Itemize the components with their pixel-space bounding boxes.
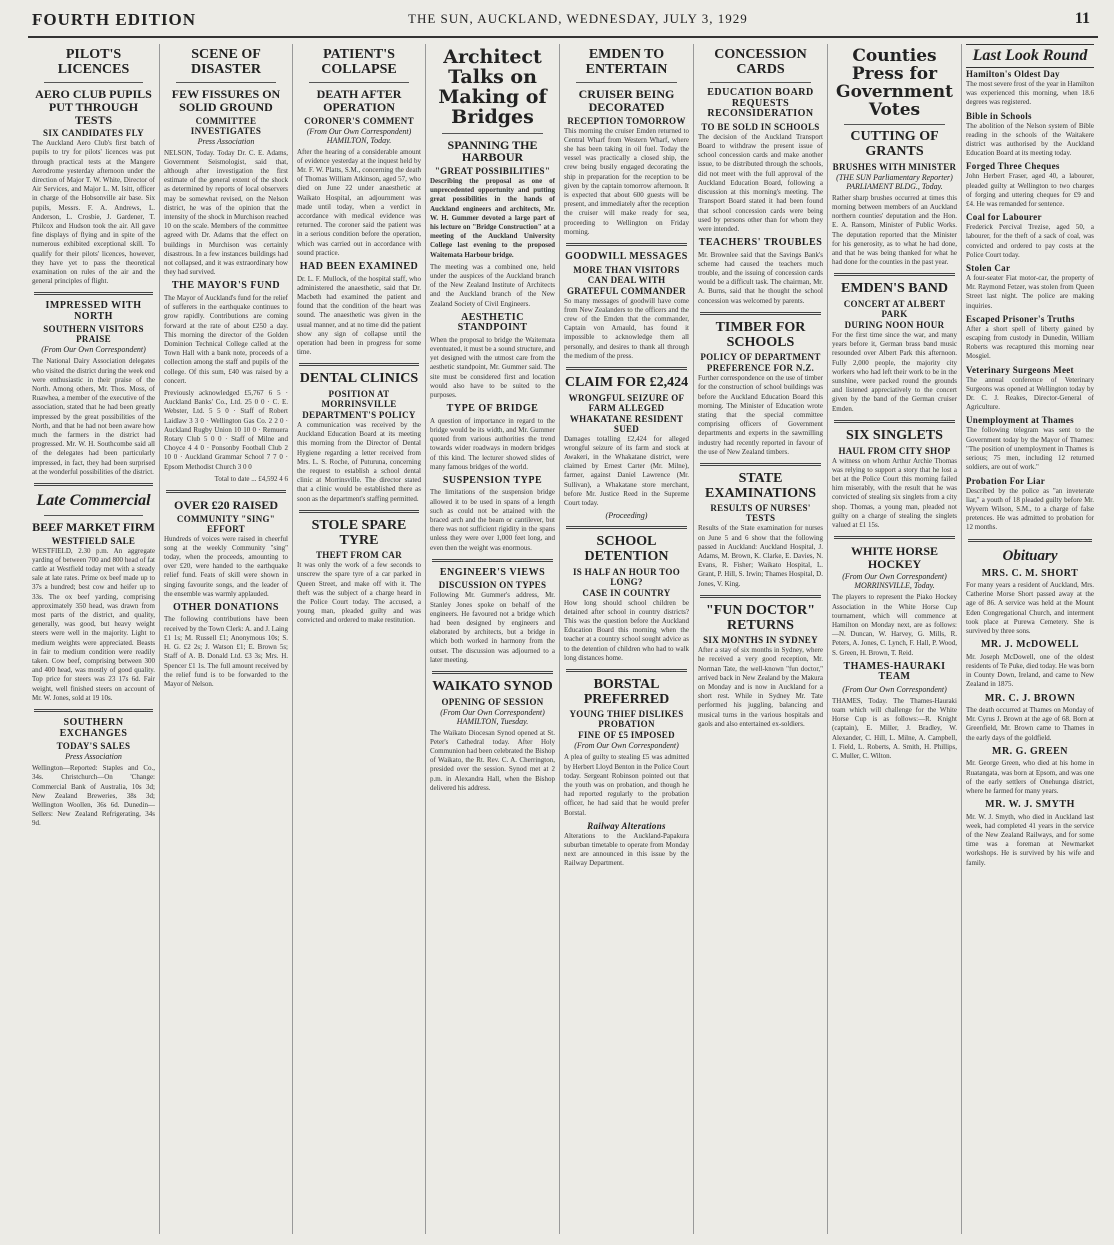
section-last-look-round: Last Look Round	[966, 44, 1094, 68]
article-engineers: Following Mr. Gummer's address, Mr. Stanley Jones spoke on behalf of the engineers. He favoured not a bridge which had been designed by engineers and elaborated by architects, but a bridge in which both worked in harmony from the outset. The discussion was adjourned to a later meeting.	[430, 591, 555, 664]
byline-borstal: (From Our Own Correspondent)	[574, 741, 679, 751]
article-waikato: The Waikato Diocesan Synod opened at St. Peter's Cathedral today. After Holy Communion had been celebrated the Bishop of Waikato, the Rt. Rev. C. A. Cherrington, presided over the session. Synod met at 2 p.m. in Alexandra Hall, when the Bishop delivered his address.	[430, 728, 555, 792]
byline-thames: (From Our Own Correspondent)	[842, 684, 947, 694]
subhead-half-an-hour: IS HALF AN HOUR TOO LONG?	[572, 566, 681, 587]
subhead-community-sing: COMMUNITY "SING" EFFORT	[176, 513, 276, 534]
subhead-discussion: DISCUSSION ON TYPES	[438, 580, 547, 591]
brief-escaped: After a short spell of liberty gained by escaping from custody in Dunedin, William Roberts was recaptured this morning near Mosgiel.	[966, 324, 1094, 361]
subhead-policy: POLICY OF DEPARTMENT	[700, 352, 821, 363]
article-other-donations: The following contributions have been received by the Town Clerk: A. and J. Laing £1 1s; M. Russell £1; Anonymous 10s; S. H. G. £2 2s; J. Watson £1; E. Brown 5s; Staff of A. B. Donald Ltd. £3 3s; Mrs. H. Spencer £1 1s. The full amount received by the relief fund is to be forwarded to the Mayor of Nelson.	[164, 615, 288, 688]
article-architect: The meeting was a combined one, held under the auspices of the Auckland branch of the New Zealand Institute of Architects and the Auckland branch of the New Zealand Society of Civil Engineers.	[430, 262, 555, 308]
headline-death-after-operation: DEATH AFTER OPERATION	[316, 87, 402, 114]
article-claim: Damages totalling £2,424 for alleged wrongful seizure of its farm and stock at Awakeri, in the Whakatane district, were claimed by Ernest Carter (Mr. Milne), farmer, against Daniel Lawrence (Mr. Sullivan), a Whakatane store merchant, before Mr. Justice Reed in the Supreme Court today.	[564, 434, 689, 508]
subhead-wrongful-seizure: WRONGFUL SEIZURE OF FARM ALLEGED	[568, 392, 685, 413]
headline-state-exams: STATE EXAMINATIONS	[705, 471, 816, 501]
article-goodwill: So many messages of goodwill have come from New Zealanders to the officers and the crew of the Emden that the commander, Captain von Arnauld, has found it impossible to acknowledge them all personally, and desires to thank all through the medium of the press.	[564, 296, 689, 360]
obit-smyth: Mr. W. J. Smyth, who died in Auckland last week, had completed 41 years in the service of the New Zealand Railways, and for some time was a foreman at Newmarket workshops. He is survived by his wife and family.	[966, 812, 1094, 867]
subhead-great-possibilities: "GREAT POSSIBILITIES"	[434, 165, 551, 176]
headline-teachers-troubles: TEACHERS' TROUBLES	[698, 237, 823, 249]
headline-aero-club: AERO CLUB PUPILS PUT THROUGH TESTS	[35, 87, 152, 127]
donation-total: Total to date ... £4,592 4 6	[214, 474, 288, 483]
subhead-departments-policy: DEPARTMENT'S POLICY	[302, 410, 416, 421]
article-timber: Further correspondence on the use of timber for the construction of school buildings was before the Auckland Education Board this morning. The Minister of Education wrote stating that the special committee comprising officers of Government departments and experts in the sawmilling industry had recently reported in favour of the use of New Zealand timbers.	[698, 374, 823, 456]
column-8	[962, 44, 1098, 1234]
headline-had-been-examined: HAD BEEN EXAMINED	[299, 261, 419, 272]
brief-liar: Described by the police as "an inveterate liar," a youth of 18 pleaded guilty before Mr. Wyvern Wilson, S.M., to a charge of false pretences. He was admitted to probation for 12 months.	[966, 486, 1094, 532]
subhead-young-thief: YOUNG THIEF DISLIKES PROBATION	[569, 709, 684, 730]
article-community-sing: Hundreds of voices were raised in cheerful song at the weekly Community "sing" today, when the proceeds, amounting to over £20, were handed to the earthquake relief fund. Feats of skill were shown in singing favourite songs, and the leader of the ensemble was warmly applauded.	[164, 534, 288, 598]
article-aesthetic: When the proposal to bridge the Waitemata eventuated, it must be a sound structure, and yet designed with the utmost care from the aesthetic standpoint, Mr. Gummer said. The site must be considered first and location would also have to be suited to the purposes.	[430, 335, 555, 399]
subhead-westfield: WESTFIELD SALE	[51, 535, 136, 546]
subhead-todays-sales: TODAY'S SALES	[56, 741, 131, 752]
headline-railway-alterations: Railway Alterations	[587, 820, 666, 831]
headline-engineers-views: ENGINEER'S VIEWS	[439, 566, 546, 578]
subhead-case-in-country: CASE IN COUNTRY	[582, 587, 671, 598]
article-borstal: A plea of guilty to stealing £5 was admitted by Herbert Lloyd Benton in the Police Court today. Sergeant Robinson pointed out that the youth was on probation, and though he had reported regularly to the probation officer, he had said that he would prefer Borstal.	[564, 753, 690, 817]
headline-type-of-bridge: TYPE OF BRIDGE	[446, 403, 539, 415]
headline-stole-spare-tyre: STOLE SPARE TYRE	[311, 517, 407, 548]
headline-emdens-band: EMDEN'S BAND	[841, 281, 948, 297]
brief-cheques: John Herbert Fraser, aged 40, a labourer, pleaded guilty at Wellington to two charges of forging and uttering cheques for £9 and £4. He was remanded for sentence.	[966, 172, 1094, 209]
column-6	[694, 44, 828, 1234]
subhead-committee: COMMITTEE INVESTIGATES	[190, 115, 262, 136]
obit-brown: The death occurred at Thames on Monday of Mr. Cyrus J. Brown at the age of 68. Born at Greenfield, Mr. Brown came to Thames in the early days of the goldfield.	[966, 706, 1094, 742]
byline-patient: (From Our Own Correspondent) HAMILTON, Today.	[306, 126, 412, 145]
column-4	[426, 44, 560, 1234]
obit-head-brown: MR. C. J. BROWN	[984, 692, 1076, 704]
headline-pilots: PILOT'S LICENCES	[57, 47, 130, 77]
article-architect-intro: Describing the proposal as one of unprecedented opportunity and putting great possibilities in the hands of Auckland engineers and architects, Mr. W. H. Gummer devoted a large part of his lecture on "Bridge Construction" at a meeting of the Auckland University College last evening to the proposed Waitemata Harbour bridge.	[430, 176, 555, 259]
article-westfield: WESTFIELD, 2.30 p.m. An aggregate yarding of between 700 and 800 head of fat cattle at Westfield today met with a steady sale at late rates. Prime ox beef made up to 37s a hundred; best cow and heifer up to 33s. The ox beef yarding, comprising approximately 350 head, was drawn from most parts of the district, and quality, generally, was good, but heavy weight steers were well in the majority. Light to medium weights were appreciated. Beasts in fair to medium condition were readily taken. Cow beef, comprising between 300 and 400 head, was mostly of good quality. Top price for steers was 23 17s 6d. Fair weight, well finished steers on account of Mr. W. Jones, sold at 19 10s.	[32, 546, 155, 702]
subhead-morrinsville: POSITION AT MORRINSVILLE	[321, 389, 397, 410]
article-counties: Rather sharp brushes occurred at times this morning between members of an Auckland northern counties' deputation and the Hon. E. A. Ransom, Minister of Public Works. The deputation reported that the Minister for his generosity, as to what he had done, and that he was being thanked for what he had done for the counties in the past year.	[832, 193, 957, 267]
brief-stolen-car: A four-seater Fiat motor-car, the property of Mr. Raymond Fetzer, was stolen from Queen Street last night. The police are making inquiries.	[966, 274, 1094, 310]
article-thames-hauraki: THAMES, Today. The Thames-Hauraki team which will challenge for the White Horse Cup is as follows:—R. Knight (captain), E. Miller, J. Bradley, W. Alexander, C. Hill, L. Milne, A. Campbell, I. Field, L. Roberts, A. Smith, H. Phillips, C. Muller, C. Wilton.	[832, 696, 957, 761]
headline-cruiser-decorated: CRUISER BEING DECORATED	[578, 87, 675, 114]
section-late-commercial: Late Commercial	[36, 492, 151, 510]
brief-coal: Frederick Percival Trezise, aged 50, a labourer, for the theft of a sack of coal, was convicted and ordered to pay costs at the Police Court today.	[966, 223, 1094, 259]
article-white-horse: The players to represent the Piako Hockey Association in the White Horse Cup tournament, which will commence at Hamilton on Monday next, are as follows:—N. Duncan, W. Harvey, G. Mills, R. Peters, A. Jones, C. Lynch, F. Hall, P. Wood, S. Green, H. Brown, T. Reid.	[832, 593, 957, 657]
headline-thames-hauraki: THAMES-HAURAKI TEAM	[843, 660, 946, 683]
masthead	[28, 6, 1098, 38]
subhead-reception: RECEPTION TOMORROW	[567, 115, 686, 126]
subhead-opening-session: OPENING OF SESSION	[441, 696, 544, 707]
section-obituary: Obituary	[1002, 547, 1058, 564]
subhead-fine: FINE OF £5 IMPOSED	[578, 730, 675, 741]
article-fun-doctor: After a stay of six months in Sydney, where he received a very good reception, Mr. Norman Tate, the well-known "fun doctor," arrived back in New Zealand by the Makura on Monday and is now in Auckland for a short rest. While in Sydney Mr. Tate performed his juggling, balancing and musical turns in the various hospitals and gaols and also entertained ex-soldiers.	[698, 646, 823, 728]
headline-goodwill: GOODWILL MESSAGES	[565, 251, 688, 262]
headline-impressed: IMPRESSED WITH NORTH	[45, 300, 142, 322]
article-concession: The decision of the Auckland Transport Board to withdraw the present issue of school concession cards and make another issue, to be distributed through the schools, did not meet with the full approval of the Auckland Education Board, following a discussion at this morning's meeting. The Transport Board stated it had been found that school concession cards were being used by persons other than for whom they were intended.	[698, 132, 823, 233]
subhead-grateful-commander: GRATEFUL COMMANDER	[567, 285, 686, 296]
article-fissures: NELSON, Today. Today Dr. C. E. Adams, Government Seismologist, said that, although after investigation the first estimate of the general extent of the shock as determined by reports of local observers may be somewhat revised, on the Nelson district, he was of the opinion that the intensity of the shock in Murchison reached 10 on the scale. Members of the committee agreed with Dr. Adams that the effect on buildings in Murchison was certainly disastrous. In a few instances buildings had not collapsed, and it was extraordinary how they had survived.	[164, 148, 288, 277]
article-six-singlets: A witness on whom Arthur Archie Thomas was relying to support a story that he lost a bet at the Police Court this morning failed him miserably, with the result that he was convicted of stealing six singlets from a city shop. Thomas, a young man, pleaded not guilty on a charge of stealing the singlets valued at £1 15s.	[832, 456, 957, 529]
article-had-been-examined: Dr. L. F. Mullock, of the hospital staff, who administered the anaesthetic, said that Dr. Macbeth had examined the patient and found that the condition of the heart was sound. The anaesthetic was given in the usual manner, and at no time did the patient show any sign of collapse until the operation had been in progress for some time.	[297, 274, 421, 357]
article-patient: After the hearing of a considerable amount of evidence yesterday at the inquest held by Mr. F. W. Platts, S.M., concerning the death of Thomas William Atkinson, aged 57, who died on June 22 under anaesthetic at Waikato Hospital, an adjournment was made until today, when a verdict in accordance with medical evidence was returned. The coroner said the patient was in a serious condition before the operation, which was carried out in accordance with sound practice.	[297, 147, 421, 257]
byline-counties: (THE SUN Parliamentary Reporter) PARLIAMENT BLDG., Today.	[836, 172, 953, 191]
byline-white-horse: (From Our Own Correspondent) MORRINSVILLE, Today.	[842, 572, 947, 591]
subhead-albert-park: CONCERT AT ALBERT PARK	[843, 299, 946, 320]
headline-patients-collapse: PATIENT'S COLLAPSE	[321, 47, 397, 77]
headline-education-board: EDUCATION BOARD REQUESTS RECONSIDERATION	[707, 87, 814, 120]
headline-suspension: SUSPENSION TYPE	[442, 474, 543, 486]
byline-southern: Press Association	[65, 752, 122, 762]
headline-cutting-grants: CUTTING OF GRANTS	[850, 129, 939, 160]
article-southern-exchanges: Wellington—Reported: Staples and Co., 34s. Christchurch—On 'Change: Commercial Bank of Australia, 10s 3d; New Zealand Breweries, 38s 3d; Wellington Woollen, 36s 6d. Dunedin—Sellers: New Zealand Refrigerating, 34s 9d.	[32, 764, 155, 828]
brief-head-cheques: Forged Three Cheques	[966, 161, 1060, 172]
headline-six-singlets: SIX SINGLETS	[846, 427, 943, 443]
obit-head-short: MRS. C. M. SHORT	[981, 567, 1079, 579]
article-impressed: The National Dairy Association delegates who visited the district during the week end were enthusiastic in their praise of the North. Among others, Mr. Thos. Moss, of Ruawhea, a member of the executive of the association, stated that he had been greatly impressed by the great possibilities of the North, and that he had not been aware how much the farmers in the district had progressed. Mr. W. H. Southcombe said all of the delegates had been particularly impressed, in fact, they had been surprised at the wonderful possibilities of the district.	[32, 357, 155, 476]
article-stole-tyre: It was only the work of a few seconds to unscrew the spare tyre of a car parked in Queen Street, and make off with it. The theft was the subject of a charge heard in the Police Court today. The accused, a young man, pleaded guilty and was convicted and ordered to make restitution.	[297, 561, 421, 625]
brief-bible: The abolition of the Nelson system of Bible reading in the schools of the Waitakere district was authorised by the Auckland Education Board at its meeting today.	[966, 121, 1094, 158]
headline-counties-press: Counties Press for Government Votes	[836, 46, 953, 120]
brief-head-stolen-car: Stolen Car	[966, 263, 1011, 274]
article-state-exams: Results of the State examination for nurses on June 5 and 6 show that the following passed in Auckland: Auckland Hospital, J. Adams, M. Brown, K. Clarke, E. Davies, N. Evans, R. Fisher; Waikato Hospital, L. Grant, P. Hill, S. Irwin; Thames Hospital, D. Jones, V. King.	[698, 524, 823, 588]
brief-head-oldest-day: Hamilton's Oldest Day	[966, 69, 1060, 79]
column-7	[828, 44, 962, 1234]
subhead-sold-in-schools: TO BE SOLD IN SCHOOLS	[701, 121, 820, 132]
subhead-six-months-sydney: SIX MONTHS IN SYDNEY	[703, 635, 818, 646]
article-dental: A communication was received by the Auckland Education Board at its meeting this morning from the Director of Dental Hygiene regarding a letter received from Mrs. L. S. Roche, of Puturuna, concerning the request to establish a school dental clinic at Morrinsville. The director stated that a clinic would be established there as soon as the department's staffing permitted.	[297, 421, 421, 503]
brief-oldest-day: The most severe frost of the year in Hamilton was experienced this morning, when 18.6 degrees was registered.	[966, 80, 1094, 107]
subhead-theft-from-car: THEFT FROM CAR	[315, 550, 403, 561]
newspaper-title: THE SUN, AUCKLAND, WEDNESDAY, JULY 3, 1929	[408, 11, 748, 26]
proceeding-note: (Proceeding)	[605, 511, 648, 521]
brief-head-coal: Coal for Labourer	[966, 212, 1042, 223]
brief-head-veterinary: Veterinary Surgeons Meet	[966, 364, 1074, 375]
article-railway-alterations: Alterations to the Auckland-Papakura suburban timetable to operate from Monday next are announced in this issue by the Railway Department.	[564, 831, 689, 868]
column-1	[28, 44, 160, 1234]
article-emdens-band: For the first time since the war, and many years before it, German brass band music resounded over Albert Park this afternoon. Fully 2,000 people, the majority city workers who had left their work to be in the sunshine, were packed round the grounds and listened appreciatively to the concert given by the band of the German cruiser Emden.	[832, 331, 957, 413]
headline-beef-market: BEEF MARKET FIRM	[32, 520, 155, 535]
headline-spanning-harbour: SPANNING THE HARBOUR	[447, 137, 538, 165]
headline-over-20: OVER £20 RAISED	[173, 497, 278, 512]
obit-head-smyth: MR. W. J. SMYTH	[985, 799, 1075, 811]
subhead-noon-hour: DURING NOON HOUR	[844, 320, 945, 331]
subhead-nurses-tests: RESULTS OF NURSES' TESTS	[710, 503, 811, 524]
headline-school-detention: SCHOOL DETENTION	[584, 534, 669, 564]
brief-head-bible: Bible in Schools	[966, 110, 1032, 121]
subhead-coroner: CORONER'S COMMENT	[304, 115, 414, 126]
column-2	[160, 44, 293, 1234]
article-mayors-fund: The Mayor of Auckland's fund for the relief of sufferers in the earthquake continues to grow rapidly. Contributions are coming forward at the rate of about £250 a day. This morning the director of the Golden Dominion Technical College called at the Town Hall with a bank note, proceeds of a collection among the staff and pupils of the college. Of this sum, £40 was raised by a concert.	[164, 293, 288, 385]
brief-head-liar: Probation For Liar	[966, 475, 1046, 486]
obit-mcdowell: Mr. Joseph McDowell, one of the oldest residents of Te Puke, died today. He was born in County Down, Ireland, and came to New Zealand in 1875.	[966, 652, 1095, 689]
article-emden: This morning the cruiser Emden returned to Central Wharf from Western Wharf, where she has been taking in oil fuel. Today the vessel was practically a closed ship, the crew being busily engaged decorating the ship in preparation for the reception to be given by the captain tomorrow afternoon. It is expected that about 600 guests will be present, and immediately after the reception the cruiser will make ready for sea, proceeding to Wellington on Friday morning.	[564, 126, 689, 236]
subhead-brushes: BRUSHES WITH MINISTER	[832, 161, 957, 172]
headline-architect-talks: Architect Talks on Making of Bridges	[438, 46, 547, 128]
headline-white-horse-hockey: WHITE HORSE HOCKEY	[850, 544, 939, 571]
obit-short: For many years a resident of Auckland, Mrs. Catherine Morse Short passed away at the age of 86. A service was held at the Mount Eden Congregational Church, and interment took place at Purewa Cemetery. She is survived by three sons.	[966, 581, 1094, 636]
article-aero-club: The Auckland Aero Club's first batch of pupils to try for pilots' licences was put through practical tests at the Mangere Aerodrome yesterday afternoon under the direction of Major T. W. White, Director of Air Services, and Major L. M. Isitt, officer in charge of the Hobsonville air base. Six pupils, Messrs. F. A. Andrews, L. Anderson, L. Crosbie, J. Gardener, T. Philcox and Hudson took the air. All gave fine displays of flying and in spite of the numerous exhibited exceptional skill. To qualify for their pilots' licences, however, they have yet to pass the theoretical examination on rules of the air and the general principles of flight.	[32, 139, 155, 286]
obit-green: Mr. George Green, who died at his home in Ruatangata, was born at Epsom, and was one of the early settlers of Onehunga district, where he farmed for many years.	[966, 759, 1094, 795]
headline-emden-entertain: EMDEN TO ENTERTAIN	[585, 47, 668, 77]
headline-dental-clinics: DENTAL CLINICS	[299, 371, 419, 387]
byline-fissures: Press Association	[197, 136, 255, 146]
headline-fun-doctor: "FUN DOCTOR" RETURNS	[705, 602, 815, 633]
subhead-whakatane: WHAKATANE RESIDENT SUED	[569, 413, 684, 434]
article-suspension: The limitations of the suspension bridge allowed it to be used in spans of a length such as could not be attained with the braced arch and the beam or cantilever, but there was not sufficient rigidity in the spans unless they were over 1,000 feet long, and even then the weight was enormous.	[430, 488, 555, 552]
headline-mayors-fund: THE MAYOR'S FUND	[171, 280, 281, 292]
subhead-preference: PREFERENCE FOR N.Z.	[706, 363, 815, 374]
headline-southern-exchanges: SOUTHERN EXCHANGES	[59, 717, 128, 739]
headline-scene-disaster: SCENE OF DISASTER	[190, 47, 262, 77]
headline-concession-cards: CONCESSION CARDS	[714, 47, 807, 77]
subhead-more-than-visitors: MORE THAN VISITORS CAN DEAL WITH	[573, 264, 680, 285]
page-number: 11	[1074, 10, 1090, 27]
headline-aesthetic: AESTHETIC STANDPOINT	[457, 311, 528, 334]
column-3	[293, 44, 426, 1234]
subhead-six-candidates: SIX CANDIDATES FLY	[43, 128, 144, 139]
headline-waikato-synod: WAIKATO SYNOD	[432, 678, 553, 694]
byline-impressed: (From Our Own Correspondent)	[41, 345, 146, 355]
headline-claim: CLAIM FOR £2,424	[564, 374, 689, 390]
byline-waikato: (From Our Own Correspondent) HAMILTON, Tuesday.	[440, 707, 545, 726]
article-teachers: Mr. Brownlee said that the Savings Bank's scheme had caused the teachers much trouble, and the issuing of concession cards would be a difficult task. The chairman, Mr. A. Burns, said that he thought the school concession was welcomed by parents.	[698, 250, 823, 305]
obit-head-green: MR. G. GREEN	[992, 745, 1068, 757]
article-type-of-bridge: A question of importance in regard to the bridge would be its width, and Mr. Gummer quoted from various authorities the trend towards wider roadways in modern bridges of this kind. The lecturer showed slides of many famous bridges of the world.	[430, 416, 555, 471]
edition-label: FOURTH EDITION	[32, 10, 197, 29]
donation-list: Previously acknowledged £5,767 6 5 · Auckland Banks' Co., Ltd. 25 0 0 · C. E. Webster, Ltd. 5 5 0 · Staff of Robert Laidlaw 3 3 0 · Wellington Gas Co. 2 2 0 · Auckland Rugby Union 10 10 0 · Remuera Rotary Club 5 0 0 · Staff of Milne and Choyce 4 4 0 · Ponsonby Football Club 2 10 0 · Auckland Grammar School 7 7 0 · Epsom Methodist Church 3 0 0	[164, 388, 288, 471]
headline-few-fissures: FEW FISSURES ON SOLID GROUND	[171, 87, 281, 114]
subhead-city-shop: HAUL FROM CITY SHOP	[838, 445, 951, 456]
headline-other-donations: OTHER DONATIONS	[173, 601, 279, 613]
obit-head-mcdowell: MR. J. McDOWELL	[980, 639, 1080, 651]
subhead-southern-visitors: SOUTHERN VISITORS PRAISE	[43, 324, 144, 345]
brief-veterinary: The annual conference of Veterinary Surgeons was opened at Wellington today by Dr. C. J. Reakes, Director-General of Agriculture.	[966, 375, 1094, 412]
brief-head-unemployment: Unemployment at Thames	[966, 415, 1074, 426]
headline-borstal: BORSTAL PREFERRED	[583, 677, 670, 707]
brief-head-escaped: Escaped Prisoner's Truths	[966, 313, 1075, 324]
headline-timber-schools: TIMBER FOR SCHOOLS	[715, 319, 806, 350]
column-5	[560, 44, 694, 1234]
article-school-detention: How long should school children be detained after school in country districts? This was the question before the Auckland Education Board this morning when the teacher at a country school sought advice as to the detention of children who had to walk long distances home.	[564, 598, 689, 662]
brief-unemployment: The following telegram was sent to the Government today by the Mayor of Thames: "The position of unemployment in Thames is serious; 75 men, including 12 returned soldiers, are out of work."	[966, 426, 1094, 472]
